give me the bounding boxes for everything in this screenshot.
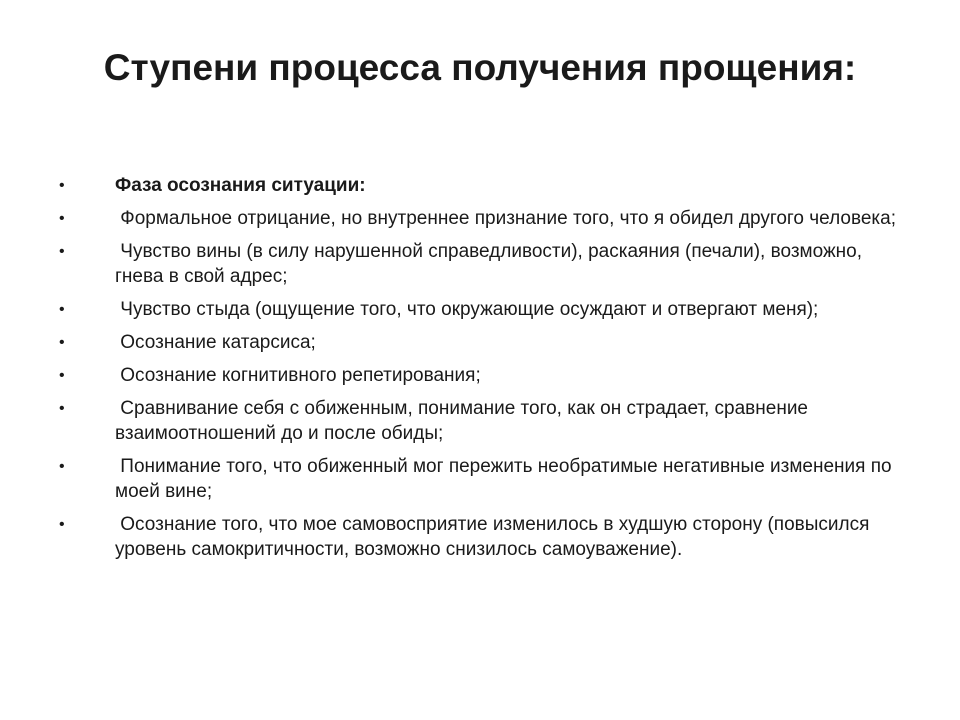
list-item xyxy=(57,297,907,322)
list-item-heading: Фаза осознания ситуации: xyxy=(115,175,366,196)
bullet-icon: • xyxy=(59,367,65,384)
list-item xyxy=(57,206,907,231)
list-item-text: Чувство вины (в силу нарушенной справедливости), раскаяния (печали), возможно, гнева в свой адрес; xyxy=(115,241,868,287)
list-item xyxy=(57,512,907,562)
list-item-text: Осознание когнитивного репетирования; xyxy=(115,365,481,386)
list-item-text: Понимание того, что обиженный мог пережить необратимые негативные изменения по моей вине; xyxy=(115,456,897,502)
bullet-icon: • xyxy=(59,243,65,260)
list-item-text: Чувство стыда (ощущение того, что окружающие осуждают и отвергают меня); xyxy=(115,299,819,320)
list-item-text: Осознание катарсиса; xyxy=(115,332,316,353)
list-item xyxy=(57,330,907,355)
slide-title: Ступени процесса получения прощения: xyxy=(103,47,857,88)
list-item xyxy=(57,454,907,504)
list-item xyxy=(57,396,907,446)
bullet-icon: • xyxy=(59,177,65,194)
bullet-icon: • xyxy=(59,301,65,318)
list-item xyxy=(57,239,907,289)
list-item xyxy=(57,173,907,198)
list-item-text: Осознание того, что мое самовосприятие изменилось в худшую сторону (повысился уровень самокритичности, возможно снизилось самоуважение). xyxy=(115,514,875,560)
list-item-text: Сравнивание себя с обиженным, понимание того, как он страдает, сравнение взаимоотношений до и после обиды; xyxy=(115,398,814,444)
bullet-icon: • xyxy=(59,334,65,351)
list-item-text: Формальное отрицание, но внутреннее признание того, что я обидел другого человека; xyxy=(115,208,896,229)
bullet-icon: • xyxy=(59,210,65,227)
bullet-icon: • xyxy=(59,458,65,475)
bullet-icon: • xyxy=(59,516,65,533)
bullet-icon: • xyxy=(59,400,65,417)
bullet-list xyxy=(57,173,907,570)
list-item xyxy=(57,363,907,388)
